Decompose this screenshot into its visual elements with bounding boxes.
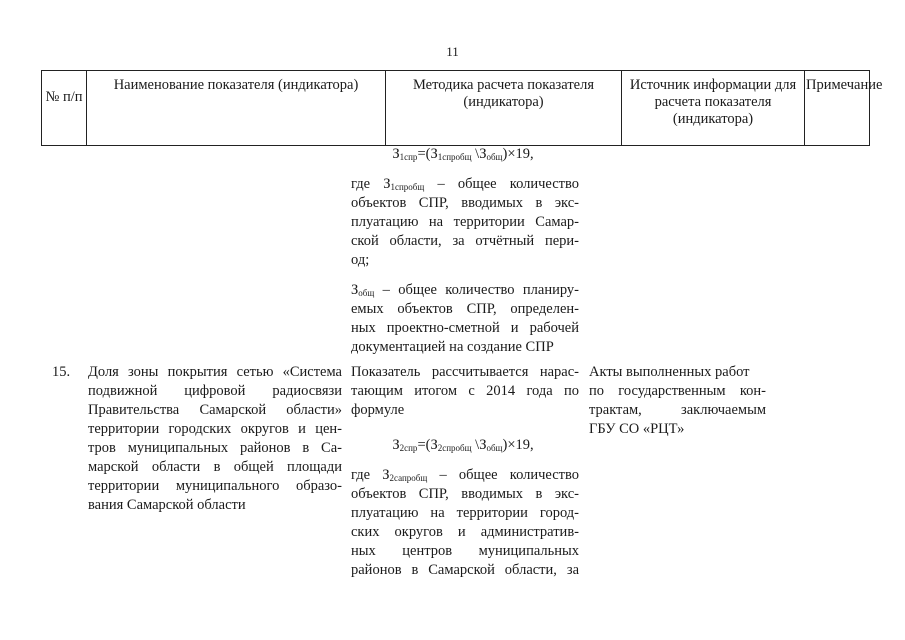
definition-1-line: од; bbox=[351, 252, 370, 268]
row-15-information-source: Акты выполненных работ по государственным кон- трактам, заключаемым ГБУ СО «РЦТ» bbox=[589, 364, 766, 437]
definition-2-line: документацией на создание СПР bbox=[351, 339, 554, 355]
row-15-indicator-name: Доля зоны покрытия сетью «Система подвижной цифровой радиосвязи Правительства Самарской области» территории городских округов и цен- тров муниципальных районов в Са- марской области в общей площади территории муниципального образо- вания Самарской области bbox=[88, 364, 342, 513]
header-information-source: Источник информации для расчета показателя (индикатора) bbox=[622, 71, 805, 146]
formula-1: $З_{1спр}=(З_{1спробщ}$ $\backslash З_{общ})\times 19$, bbox=[392, 146, 534, 162]
header-note: Примечание bbox=[805, 71, 870, 146]
definition-3-line: плуатацию на территории город- bbox=[351, 505, 579, 521]
definition-1-line: ской области, за отчётный пери- bbox=[351, 233, 579, 249]
definition-1-line: где $З_{1спробщ}$ – общее количество bbox=[351, 176, 579, 192]
header-indicator-name: Наименование показателя (индикатора) bbox=[87, 71, 386, 146]
header-calculation-method: Методика расчета показателя (индикатора) bbox=[386, 71, 622, 146]
row-15-number: 15. bbox=[52, 364, 71, 380]
formula-2: $З_{2спр}=(З_{2спробщ}$ $\backslash З_{общ})\times 19$, bbox=[392, 437, 534, 453]
definition-3-line: где $З_{2сапробщ}$ – общее количество bbox=[351, 467, 579, 483]
definition-3-line: ских округов и административ- bbox=[351, 524, 579, 540]
definition-2-line: емых объектов СПР, определен- bbox=[351, 301, 579, 317]
definition-3-line: объектов СПР, вводимых в экс- bbox=[351, 486, 579, 502]
definition-1-line: объектов СПР, вводимых в экс- bbox=[351, 195, 579, 211]
definition-2-line: $З_{общ}$ – общее количество планиру- bbox=[351, 282, 579, 298]
definition-2-line: ных проектно-сметной и рабочей bbox=[351, 320, 579, 336]
definition-2 bbox=[351, 281, 579, 357]
definition-3 bbox=[351, 466, 579, 580]
table-header bbox=[41, 70, 883, 146]
page-number: 11 bbox=[446, 44, 459, 59]
definition-3-line: районов в Самарской области, за bbox=[351, 562, 579, 578]
row-15-method-intro: Показатель рассчитывается нарас- тающим итогом с 2014 года по формуле bbox=[351, 364, 579, 418]
definition-3-line: ных центров муниципальных bbox=[351, 543, 579, 559]
header-row bbox=[42, 71, 870, 146]
definition-1 bbox=[351, 175, 579, 270]
definition-1-line: плуатацию на территории Самар- bbox=[351, 214, 579, 230]
header-number: № п/п bbox=[42, 71, 87, 146]
